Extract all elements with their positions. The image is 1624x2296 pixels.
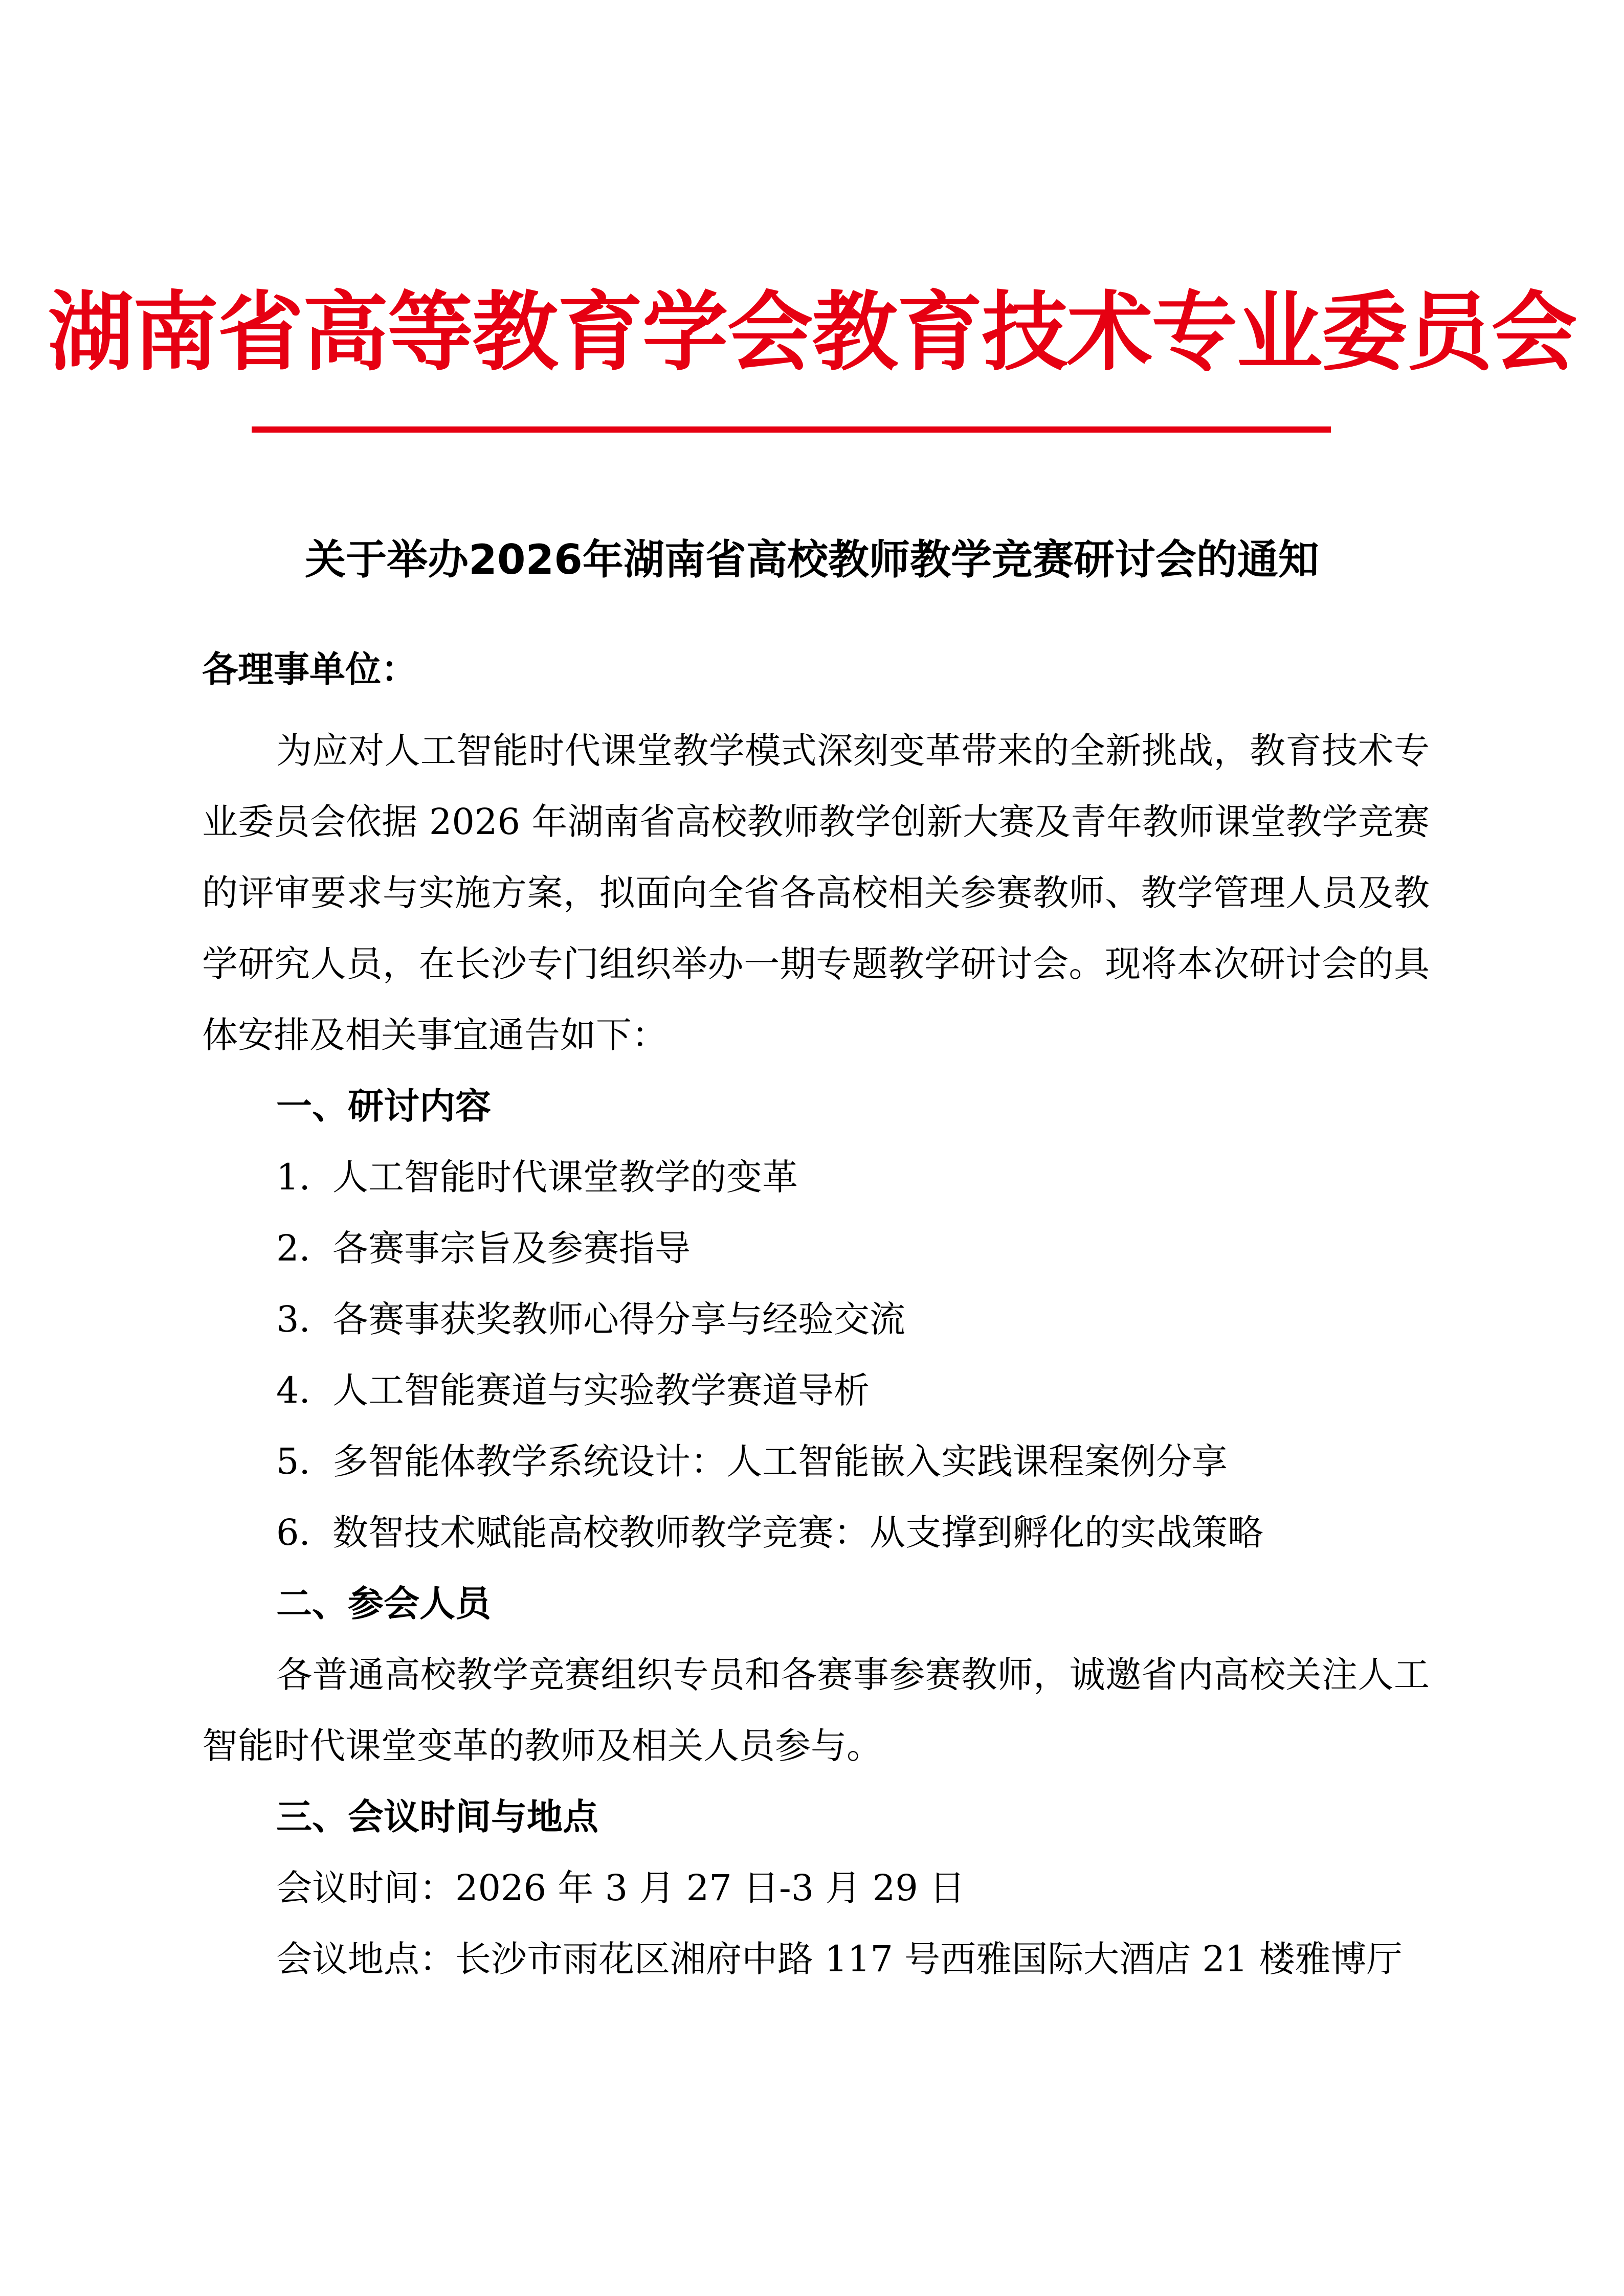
meeting-place: 会议地点：长沙市雨花区湘府中路 117 号西雅国际大酒店 21 楼雅博厅 — [276, 1938, 1403, 1980]
list-item-number: 1. — [276, 1156, 310, 1198]
document-body — [202, 634, 1430, 1995]
list-item-text: 人工智能赛道与实验教学赛道导析 — [332, 1369, 870, 1411]
section-heading-time-place: 三、会议时间与地点 — [276, 1796, 598, 1838]
list-item — [202, 1497, 1430, 1568]
header-divider — [252, 426, 1331, 433]
list-item-text: 多智能体教学系统设计：人工智能嵌入实践课程案例分享 — [332, 1440, 1228, 1482]
list-item — [202, 1284, 1430, 1355]
list-item — [202, 1213, 1430, 1284]
list-item-number: 6. — [276, 1512, 310, 1554]
participants-paragraph: 各普通高校教学竞赛组织专员和各赛事参赛教师，诚邀省内高校关注人工智能时代课堂变革的教师及相关人员参与。 — [202, 1654, 1430, 1767]
topics-list — [202, 1142, 1430, 1568]
list-item-number: 3. — [276, 1298, 310, 1340]
section-heading-topics: 一、研讨内容 — [276, 1085, 491, 1127]
list-item-text: 数智技术赋能高校教师教学竞赛：从支撑到孵化的实战策略 — [332, 1512, 1263, 1554]
intro-paragraph: 为应对人工智能时代课堂教学模式深刻变革带来的全新挑战，教育技术专业委员会依据 2026 年湖南省高校教师教学创新大赛及青年教师课堂教学竞赛的评审要求与实施方案，拟面向全省各高校相关参赛教师、教学管理人员及教学研究人员，在长沙专门组织举办一期专题教学研讨会。现将本次研讨会的具体安排及相关事宜通告如下： — [202, 730, 1430, 1056]
list-item-number: 2. — [276, 1227, 310, 1269]
list-item-text: 人工智能时代课堂教学的变革 — [332, 1156, 798, 1198]
list-item-text: 各赛事宗旨及参赛指导 — [332, 1227, 691, 1269]
list-item-number: 5. — [276, 1440, 310, 1482]
organization-header: 湖南省高等教育学会教育技术专业委员会 — [48, 282, 1576, 382]
list-item — [202, 1355, 1430, 1426]
document-title: 关于举办2026年湖南省高校教师教学竞赛研讨会的通知 — [305, 536, 1319, 583]
list-item-text: 各赛事获奖教师心得分享与经验交流 — [332, 1298, 905, 1340]
salutation: 各理事单位： — [202, 648, 417, 690]
meeting-time: 会议时间：2026 年 3 月 27 日-3 月 29 日 — [276, 1867, 966, 1909]
list-item-number: 4. — [276, 1369, 310, 1411]
section-heading-participants: 二、参会人员 — [276, 1583, 491, 1625]
list-item — [202, 1426, 1430, 1497]
list-item — [202, 1142, 1430, 1213]
